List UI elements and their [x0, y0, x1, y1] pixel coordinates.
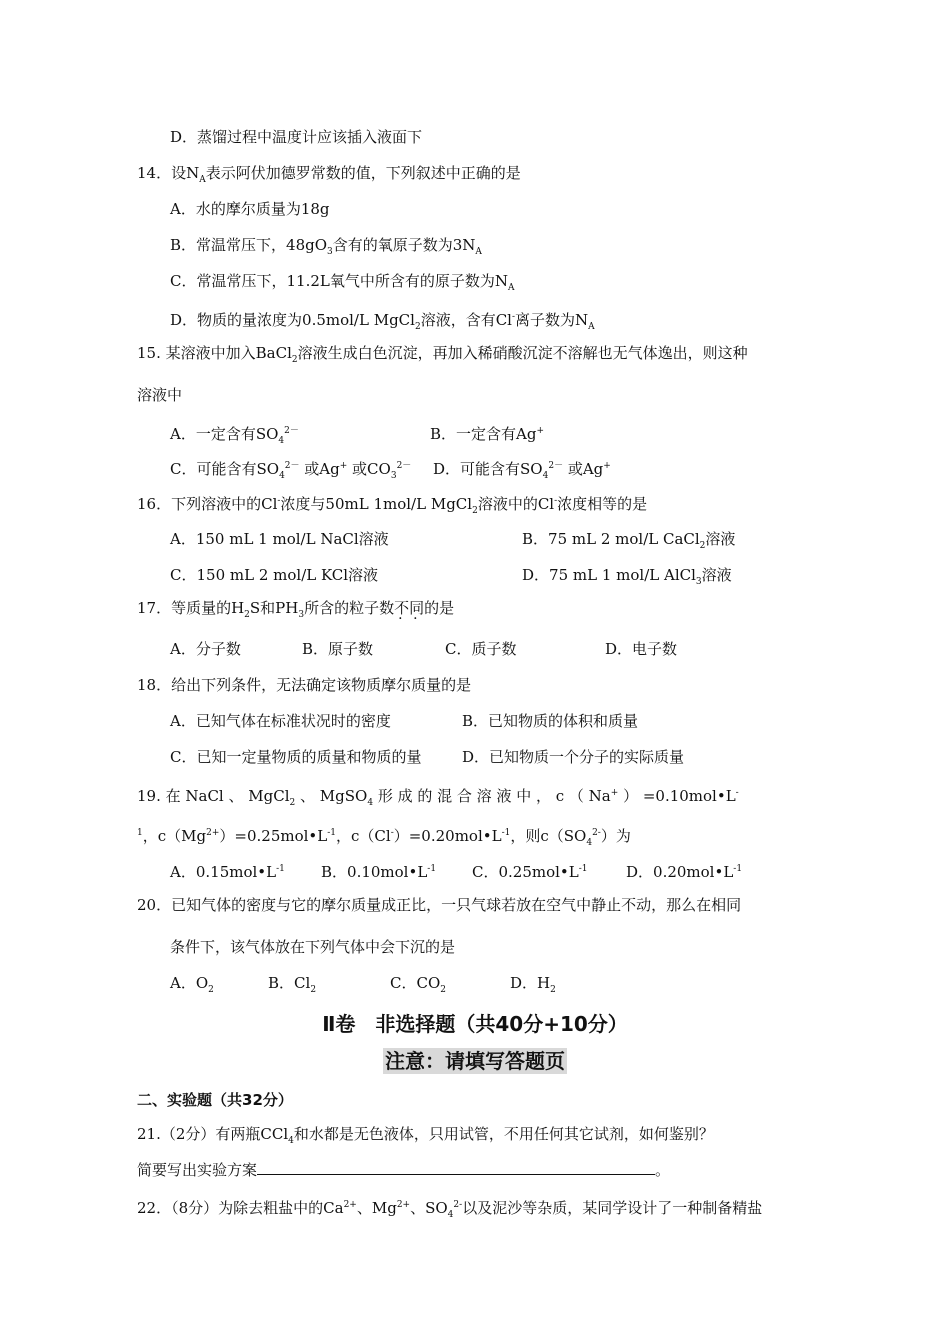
- q14-option-a: A．水的摩尔质量为18g: [170, 200, 330, 218]
- answer-blank[interactable]: [257, 1160, 655, 1175]
- q18-stem: 18．给出下列条件，无法确定该物质摩尔质量的是: [137, 676, 472, 694]
- q16-option-d: D．75 mL 1 mol/L AlCl$_3$溶液: [522, 566, 732, 587]
- q15-option-c: C．可能含有$SO_4^{2-}$ 或Ag+ 或$CO_3^{2-}$: [170, 460, 412, 481]
- q21-stem: 21.（2分）有两瓶CCl$_4$和水都是无色液体，只用试管，不用任何其它试剂，如何鉴别？: [137, 1125, 714, 1146]
- q19-option-c: C．$0.25mol•L^{-1}$: [472, 863, 588, 881]
- q20-option-b: B．$Cl_2$: [268, 974, 317, 995]
- part2-title: Ⅱ卷 非选择题（共40分+10分）: [322, 1012, 628, 1036]
- q14-stem: 14．设$N_A$表示阿伏加德罗常数的值，下列叙述中正确的是: [137, 164, 521, 185]
- q16-option-a: A．150 mL 1 mol/L NaCl溶液: [170, 530, 389, 548]
- q13-option-d: D．蒸馏过程中温度计应该插入液面下: [170, 128, 423, 146]
- q18-option-b: B．已知物质的体积和质量: [462, 712, 639, 730]
- section-heading: 二、实验题（共32分）: [137, 1091, 293, 1109]
- q19-option-b: B．$0.10mol•L^{-1}$: [321, 863, 437, 881]
- q16-option-c: C．150 mL 2 mol/L KCl溶液: [170, 566, 379, 584]
- q18-option-d: D．已知物质一个分子的实际质量: [462, 748, 685, 766]
- emphasis-dot-char: 同: [409, 599, 425, 617]
- q17-option-a: A．分子数: [170, 640, 241, 658]
- q14-option-c: C．常温常压下，11.2L氧气中所含有的原子数为$N_A$: [170, 272, 515, 293]
- q19-stem-line2: $^1$，$c(Mg^{2+})=0.25mol•L^{-1}$，$c(Cl^-)=0.20mol•L^{-1}$，则$c(SO_4^{2-})$为: [137, 827, 631, 848]
- q19-stem-line1: 19. 在 NaCl 、 MgCl$_2$ 、 MgSO$_4$ 形 成 的 混 合 溶 液 中 ， c （ Na+ ） =0.10mol•L-: [137, 787, 739, 808]
- q20-option-c: C．$CO_2$: [390, 974, 446, 995]
- q19-option-d: D．$0.20mol•L^{-1}$: [626, 863, 743, 881]
- q17-option-c: C．质子数: [445, 640, 517, 658]
- q14-option-b: B．常温常压下，$48gO_3$含有的氧原子数为$3N_A$: [170, 236, 482, 257]
- q20-stem-line2: 条件下，该气体放在下列气体中会下沉的是: [170, 938, 456, 956]
- q15-option-b: B．一定含有Ag+: [430, 425, 545, 443]
- q14-option-d: D．物质的量浓度为0.5mol/L MgCl$_2$溶液，含有Cl-离子数为$N_A$: [170, 311, 595, 332]
- q19-option-a: A．$0.15mol•L^{-1}$: [170, 863, 285, 881]
- q15-stem-line1: 15. 某溶液中加入BaCl$_2$溶液生成白色沉淀，再加入稀硝酸沉淀不溶解也无气体逸出，则这种: [137, 344, 748, 365]
- q18-option-c: C．已知一定量物质的质量和物质的量: [170, 748, 422, 766]
- q17-stem: 17．等质量的$H_2S$和$PH_3$所含的粒子数不同的是: [137, 599, 455, 620]
- q18-option-a: A．已知气体在标准状况时的密度: [170, 712, 391, 730]
- q22-stem: 22．（8分）为除去粗盐中的$Ca^{2+}$、$Mg^{2+}$、$SO_4^{2-}$以及泥沙等杂质，某同学设计了一种制备精盐: [137, 1199, 763, 1220]
- q20-stem-line1: 20．已知气体的密度与它的摩尔质量成正比，一只气球若放在空气中静止不动，那么在相同: [137, 896, 742, 914]
- q21-answer-line: 简要写出实验方案 。: [137, 1161, 671, 1179]
- q15-option-d: D．可能含有$SO_4^{2-}$ 或Ag+: [433, 460, 611, 481]
- q15-option-a: A．一定含有$SO_4^{2-}$: [170, 425, 299, 446]
- notice-heading: 注意：请填写答题页: [385, 1049, 565, 1073]
- q17-option-b: B．原子数: [302, 640, 374, 658]
- q16-option-b: B．75 mL 2 mol/L CaCl$_2$溶液: [522, 530, 736, 551]
- q20-option-d: D．$H_2$: [510, 974, 556, 995]
- q15-stem-line2: 溶液中: [137, 386, 183, 404]
- q20-option-a: A．$O_2$: [170, 974, 214, 995]
- q16-stem: 16．下列溶液中的Cl-浓度与50mL 1mol/L MgCl$_2$溶液中的Cl-浓度相等的是: [137, 495, 648, 516]
- emphasis-dot-char: 不: [394, 599, 410, 617]
- q17-option-d: D．电子数: [605, 640, 678, 658]
